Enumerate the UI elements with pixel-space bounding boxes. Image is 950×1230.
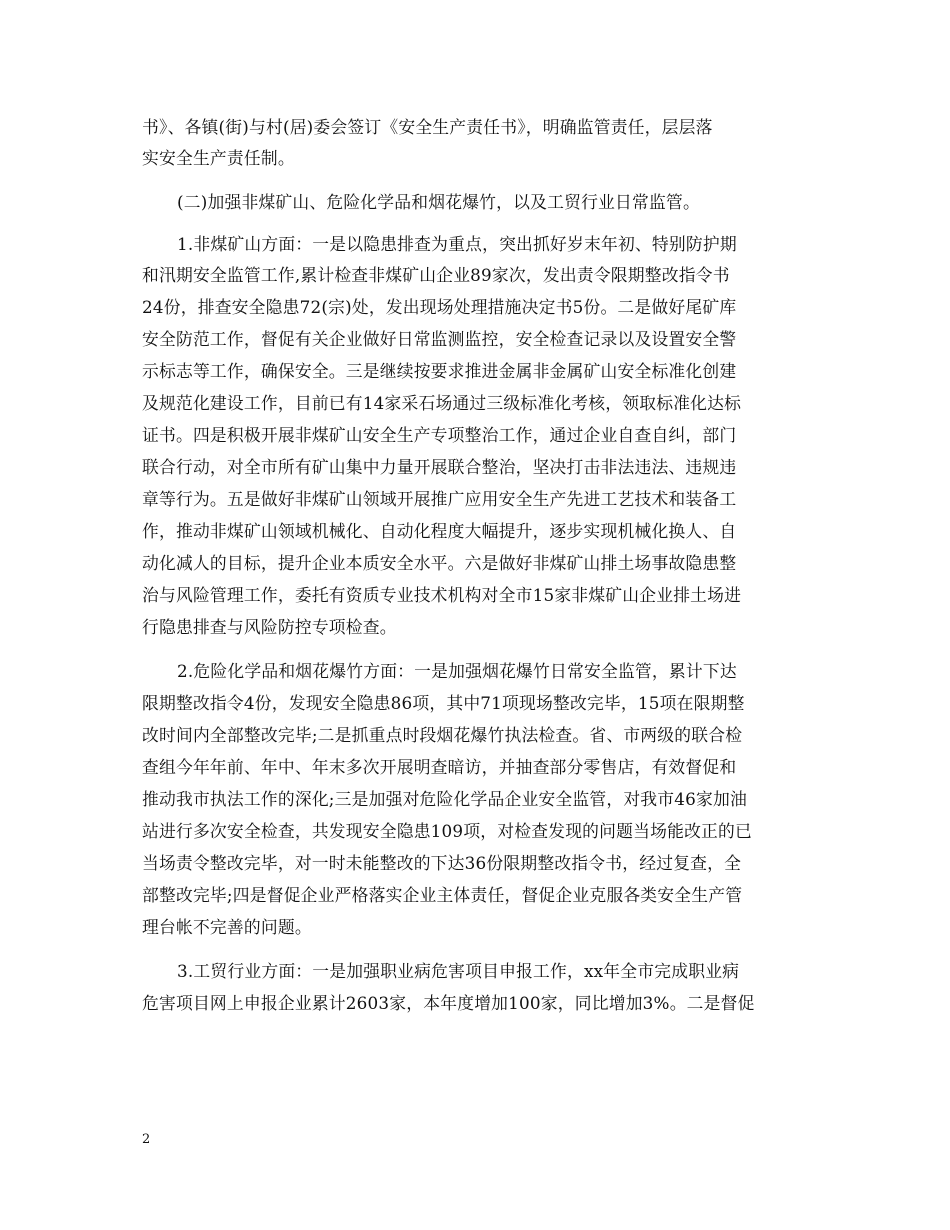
text-line: 示标志等工作，确保安全。三是继续按要求推进金属非金属矿山安全标准化创建 [142,361,737,381]
text-line: 24份，排查安全隐患72(宗)处，发出现场处理措施决定书5份。二是做好尾矿库 [142,297,737,317]
text-line: 证书。四是积极开展非煤矿山安全生产专项整治工作，通过企业自查自纠，部门 [142,425,737,445]
text-line: 推动我市执法工作的深化;三是加强对危险化学品企业安全监管，对我市46家加油 [142,789,747,809]
text-line: 行隐患排查与风险防控专项检查。 [142,617,397,637]
paragraph-start: 2.危险化学品和烟花爆竹方面：一是加强烟花爆竹日常安全监管，累计下达 [177,661,737,681]
text-line: 动化减人的目标，提升企业本质安全水平。六是做好非煤矿山排土场事故隐患整 [142,553,737,573]
text-line: 章等行为。五是做好非煤矿山领域开展推广应用安全生产先进工艺技术和装备工 [142,489,737,509]
text-line: 联合行动，对全市所有矿山集中力量开展联合整治，坚决打击非法违法、违规违 [142,457,737,477]
paragraph-start: 1.非煤矿山方面：一是以隐患排查为重点，突出抓好岁末年初、特别防护期 [177,234,737,254]
text-line: 限期整改指令4份，发现安全隐患86项，其中71项现场整改完毕，15项在限期整 [142,693,745,713]
page-number: 2 [142,1132,151,1147]
section-heading: (二)加强非煤矿山、危险化学品和烟花爆竹，以及工贸行业日常监管。 [177,192,700,212]
paragraph-start: 3.工贸行业方面：一是加强职业病危害项目申报工作，xx年全市完成职业病 [177,961,740,981]
text-line: 当场责令整改完毕，对一时未能整改的下达36份限期整改指令书，经过复查，全 [142,853,742,873]
text-line: 危害项目网上申报企业累计2603家，本年度增加100家，同比增加3%。二是督促 [142,993,755,1013]
text-line: 查组今年年前、年中、年末多次开展明查暗访，并抽查部分零售店，有效督促和 [142,757,737,777]
text-line: 安全防范工作，督促有关企业做好日常监测监控，安全检查记录以及设置安全警 [142,329,737,349]
text-line: 作，推动非煤矿山领域机械化、自动化程度大幅提升，逐步实现机械化换人、自 [142,521,737,541]
text-line: 实安全生产责任制。 [142,148,295,168]
text-line: 治与风险管理工作，委托有资质专业技术机构对全市15家非煤矿山企业排土场进 [142,585,742,605]
text-line: 和汛期安全监管工作,累计检查非煤矿山企业89家次，发出责令限期整改指令书 [142,265,730,285]
text-line: 及规范化建设工作，目前已有14家采石场通过三级标准化考核，领取标准化达标 [142,393,742,413]
text-line: 改时间内全部整改完毕;二是抓重点时段烟花爆竹执法检查。省、市两级的联合检 [142,725,743,745]
text-line: 站进行多次安全检查，共发现安全隐患109项，对检查发现的问题当场能改正的已 [142,821,752,841]
text-line: 书》、各镇(街)与村(居)委会签订《安全生产责任书》，明确监管责任，层层落 [142,117,713,137]
text-line: 部整改完毕;四是督促企业严格落实企业主体责任，督促企业克服各类安全生产管 [142,885,743,905]
text-line: 理台帐不完善的问题。 [142,917,312,937]
